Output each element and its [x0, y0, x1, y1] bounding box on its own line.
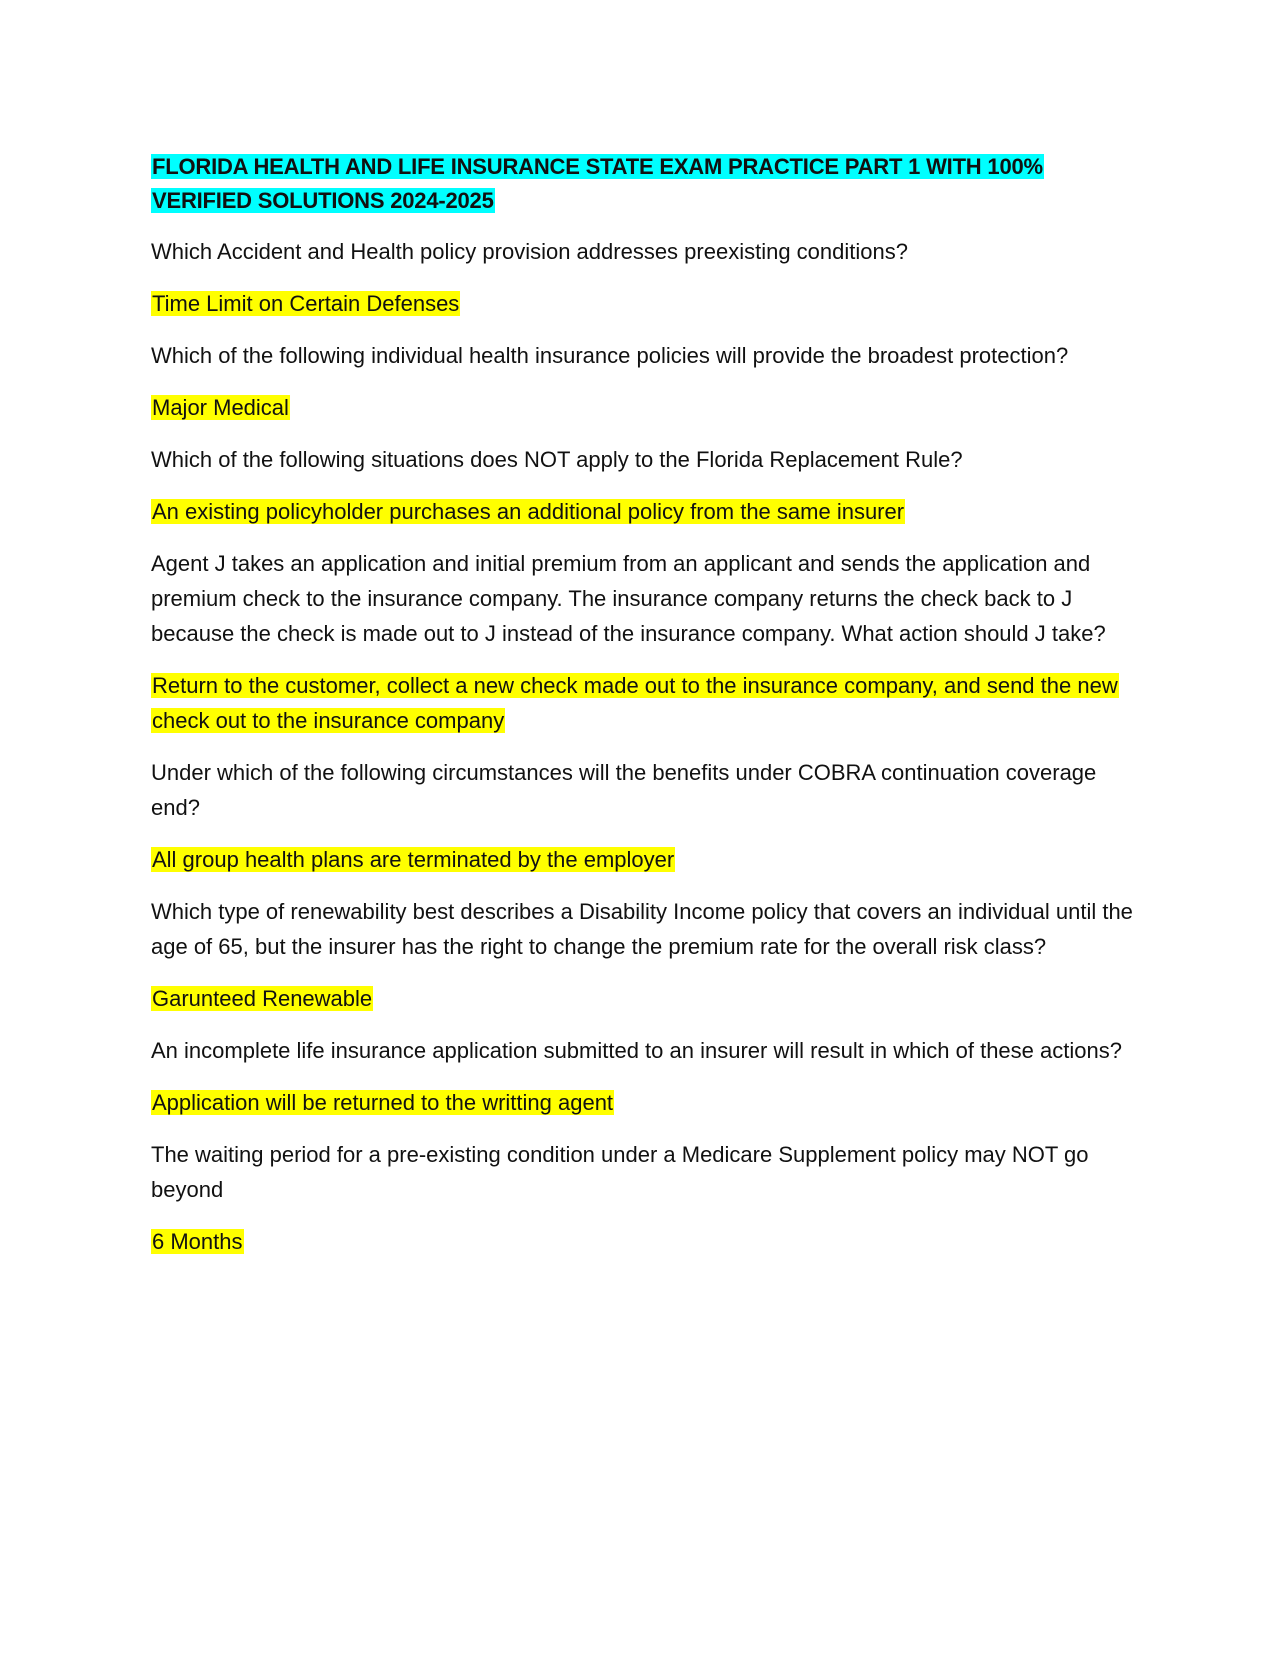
answer-5: [151, 842, 1141, 877]
question-4: Agent J takes an application and initial premium from an applicant and sends the application and premium check to the insurance company. The insurance company returns the check back to J because the check is made out to J instead of the insurance company. What action should J take?: [151, 551, 1106, 646]
answer-3: [151, 494, 1141, 529]
question-1: Which Accident and Health policy provision addresses preexisting conditions?: [151, 239, 908, 264]
question-3: Which of the following situations does NOT apply to the Florida Replacement Rule?: [151, 447, 963, 472]
question-8: The waiting period for a pre-existing condition under a Medicare Supplement policy may NOT go beyond: [151, 1142, 1089, 1202]
question-7: An incomplete life insurance application submitted to an insurer will result in which of these actions?: [151, 1038, 1122, 1063]
document-content: [151, 150, 1141, 1276]
answer-2-text: Major Medical: [152, 395, 289, 420]
answer-8-text: 6 Months: [152, 1229, 243, 1254]
answer-7-text: Application will be returned to the writting agent: [152, 1090, 614, 1115]
answer-5-text: All group health plans are terminated by the employer: [152, 847, 675, 872]
answer-1: [151, 286, 1141, 321]
question-5: Under which of the following circumstances will the benefits under COBRA continuation coverage end?: [151, 760, 1097, 820]
answer-7: [151, 1085, 1141, 1120]
answer-2: [151, 390, 1141, 425]
question-2: Which of the following individual health insurance policies will provide the broadest protection?: [151, 343, 1069, 368]
answer-3-text: An existing policyholder purchases an additional policy from the same insurer: [152, 499, 905, 524]
answer-4-text: Return to the customer, collect a new check made out to the insurance company, and send the new check out to the insurance company: [152, 673, 1118, 733]
answer-1-text: Time Limit on Certain Defenses: [152, 291, 460, 316]
answer-8: [151, 1224, 1141, 1259]
question-6: Which type of renewability best describes a Disability Income policy that covers an individual until the age of 65, but the insurer has the right to change the premium rate for the overall risk class?: [151, 899, 1133, 959]
document-title: [151, 150, 1141, 218]
answer-4: [151, 668, 1141, 738]
document-title-text: FLORIDA HEALTH AND LIFE INSURANCE STATE EXAM PRACTICE PART 1 WITH 100% VERIFIED SOLUTIONS 2024-2025: [152, 154, 1043, 213]
answer-6-text: Garunteed Renewable: [152, 986, 373, 1011]
answer-6: [151, 981, 1141, 1016]
